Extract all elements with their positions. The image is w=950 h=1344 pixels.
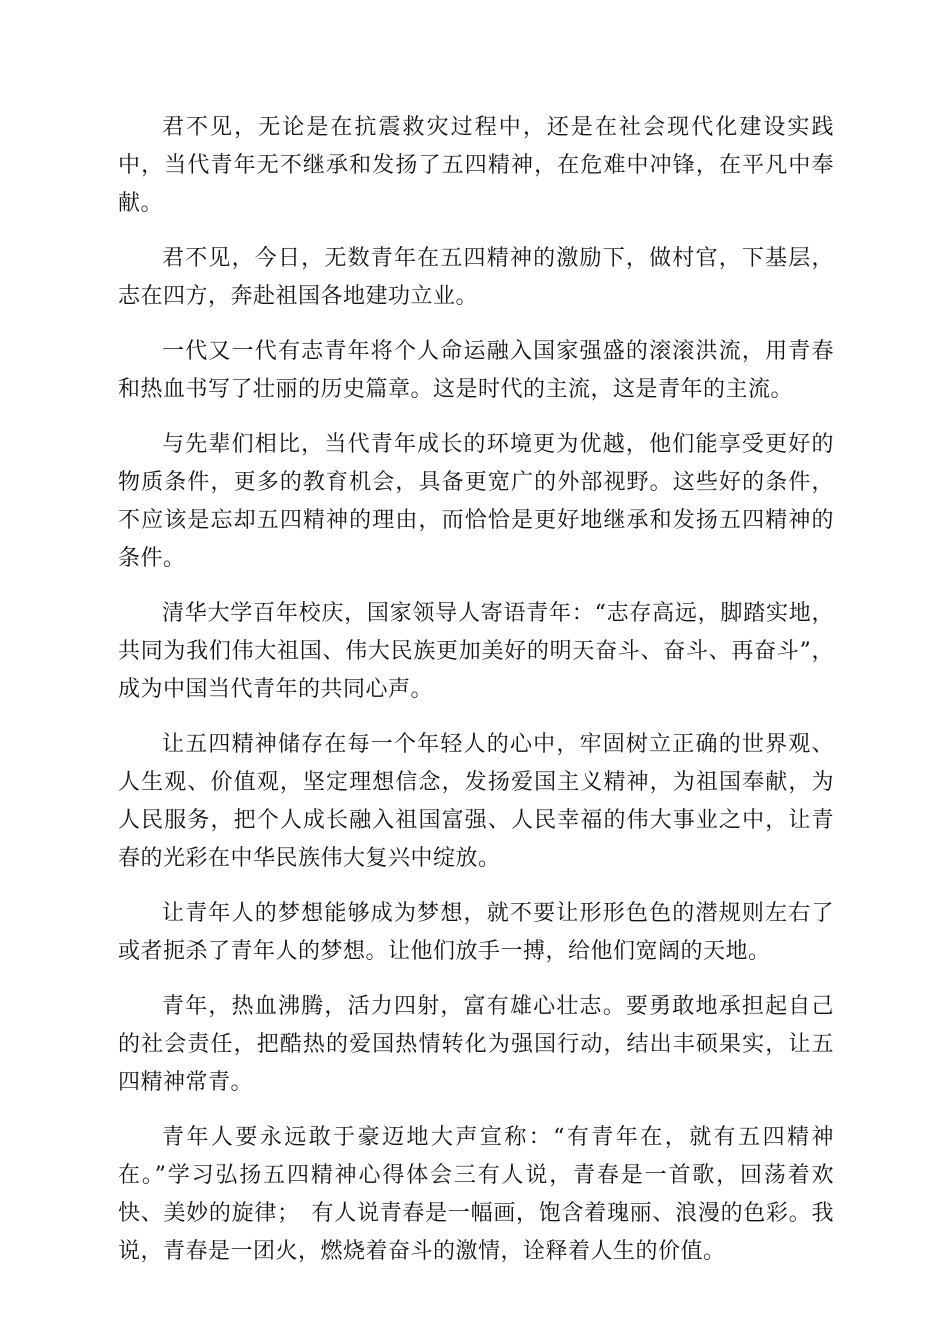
paragraph-5: 清华大学百年校庆，国家领导人寄语青年：“志存高远，脚踏实地，共同为我们伟大祖国、伟大民族更加美好的明天奋斗、奋斗、再奋斗”，成为中国当代青年的共同心声。: [118, 601, 834, 702]
paragraph-3: 一代又一代有志青年将个人命运融入国家强盛的滚滚洪流，用青春和热血书写了壮丽的历史篇章。这是时代的主流，这是青年的主流。: [118, 339, 834, 402]
paragraph-2: 君不见，今日，无数青年在五四精神的激励下，做村官，下基层，志在四方，奔赴祖国各地建功立业。: [118, 246, 834, 309]
paragraph-4: 与先辈们相比，当代青年成长的环境更为优越，他们能享受更好的物质条件，更多的教育机会，具备更宽广的外部视野。这些好的条件，不应该是忘却五四精神的理由，而恰恰是更好地继承和发扬五四精神的条件。: [118, 432, 834, 571]
document-body: [118, 109, 834, 1288]
paragraph-8: 青年，热血沸腾，活力四射，富有雄心壮志。要勇敢地承担起自己的社会责任，把酷热的爱国热情转化为强国行动，结出丰硕果实，让五四精神常青。: [118, 994, 834, 1095]
paragraph-9: 青年人要永远敢于豪迈地大声宣称：“有青年在，就有五四精神在。”学习弘扬五四精神心得体会三有人说，青春是一首歌，回荡着欢快、美妙的旋律； 有人说青春是一幅画，饱含着瑰丽、浪漫的色彩。我说，青春是一团火，燃烧着奋斗的激情，诠释着人生的价值。: [118, 1125, 834, 1264]
paragraph-6: 让五四精神储存在每一个年轻人的心中，牢固树立正确的世界观、人生观、价值观，坚定理想信念，发扬爱国主义精神，为祖国奉献，为人民服务，把个人成长融入祖国富强、人民幸福的伟大事业之中，让青春的光彩在中华民族伟大复兴中绽放。: [118, 732, 834, 871]
paragraph-1: 君不见，无论是在抗震救灾过程中，还是在社会现代化建设实践中，当代青年无不继承和发扬了五四精神，在危难中冲锋，在平凡中奉献。: [118, 115, 834, 216]
paragraph-7: 让青年人的梦想能够成为梦想，就不要让形形色色的潜规则左右了或者扼杀了青年人的梦想。让他们放手一搏，给他们宽阔的天地。: [118, 901, 834, 964]
